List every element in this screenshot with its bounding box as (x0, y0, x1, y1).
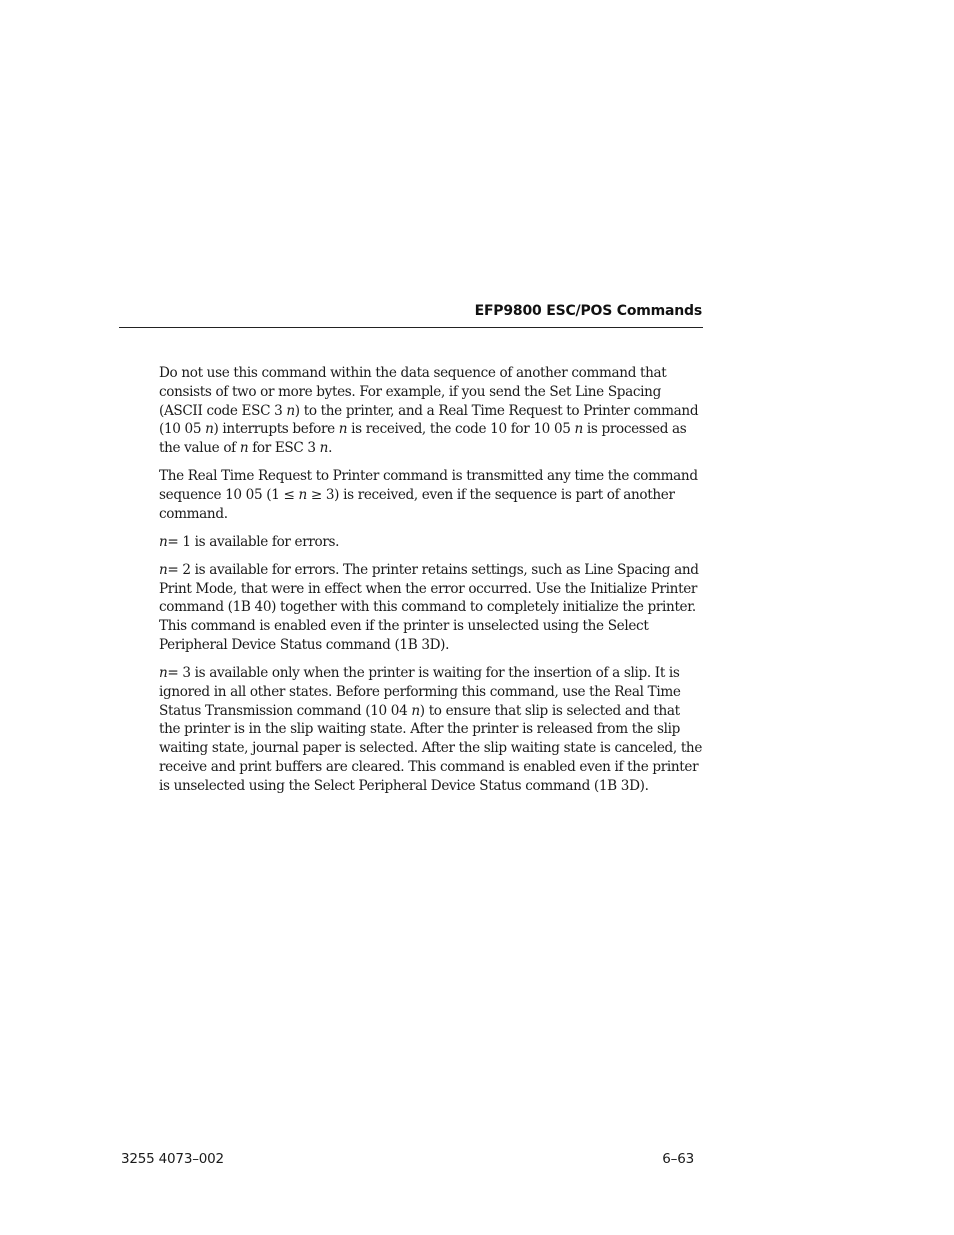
footer-doc-number: 3255 4073–002 (121, 1151, 224, 1167)
variable-n: n (159, 664, 168, 681)
variable-n: n (298, 486, 307, 503)
text-run: Do not use this command within the data sequence of another command that consists of two or more bytes. For example, if you send the Set Line Spacing (ASCII code ESC 3 (159, 365, 667, 419)
variable-n: n (574, 421, 583, 438)
variable-n: n (239, 440, 249, 457)
text-run: = 1 is available for errors. (167, 533, 340, 550)
variable-n: n (205, 421, 214, 438)
variable-n: n (286, 402, 295, 419)
paragraph-data-sequence-warning (159, 364, 704, 458)
text-run: is processed as the value of (159, 421, 687, 457)
paragraph-n-equals-3 (159, 664, 704, 796)
variable-n: n (159, 561, 168, 578)
footer-page-number: 6–63 (662, 1151, 694, 1167)
text-run: = 2 is available for errors. The printer retains settings, such as Line Spacing and Print Mode, that were in effect when the error occurred. Use the Initialize Printer command (1B 40) together with this command to completely initialize the printer. This command is enabled even if the printer is unselected using the Select Peripheral Device Status command (1B 3D). (159, 561, 699, 653)
text-run: The Real Time Request to Printer command is transmitted any time the command sequence 10 05 (1 ≤ (159, 468, 698, 503)
page-header (119, 302, 703, 328)
variable-n: n (338, 421, 348, 438)
body-text (159, 364, 704, 805)
text-run: for ESC 3 (248, 440, 320, 457)
paragraph-n-equals-2 (159, 561, 704, 655)
variable-n: n (411, 702, 420, 719)
text-run: ) to ensure that slip is selected and that the printer is in the slip waiting state. After the printer is released from the slip waiting state, journal paper is selected. After the slip waiting state is canceled, the receive and print buffers are cleared. This command is enabled even if the printer is unselected using the Select Peripheral Device Status command (1B 3D). (159, 702, 703, 794)
text-run: = 3 is available only when the printer is waiting for the insertion of a slip. It is ignored in all other states. Before performing this command, use the Real Time Status Transmission command (10 04 (159, 664, 681, 719)
text-run: ) to the printer, and a Real Time Request to Printer command (10 05 (159, 402, 699, 438)
text-run: ≥ 3) is received, even if the sequence is part of another command. (159, 486, 675, 522)
variable-n: n (159, 533, 168, 550)
variable-n: n (319, 440, 329, 457)
paragraph-n-equals-1 (159, 533, 704, 552)
text-run: . (328, 440, 333, 457)
text-run: is received, the code 10 for 10 05 (347, 421, 575, 438)
text-run: ) interrupts before (213, 421, 339, 438)
header-title: EFP9800 ESC/POS Commands (474, 303, 702, 319)
paragraph-transmission-timing (159, 467, 704, 523)
